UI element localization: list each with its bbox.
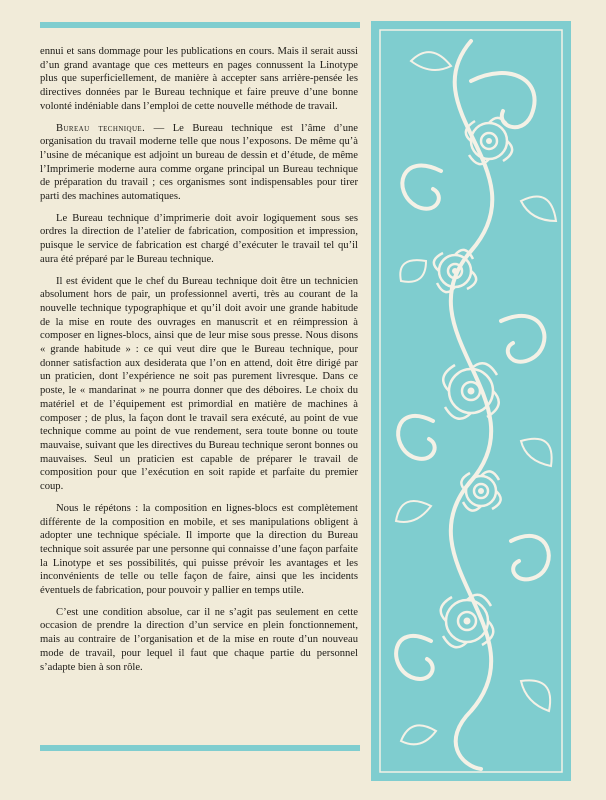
top-rule xyxy=(40,22,360,28)
section-heading: Bureau technique. xyxy=(56,122,146,134)
paragraph-6: C’est une condition absolue, car il ne s’agit pas seulement en cette occasion de prendre la direction d’un service en plein fonctionnement, mais au contraire de l’organisation et de la mise en route d’un nouveau mode de travail, pour lequel il faut que chaque partie du personnel s’adapte bien à son rôle. xyxy=(40,606,358,673)
paragraph-5: Nous le répétons : la composition en lignes-blocs est complètement différente de la composition en mobile, et ses manipulations obligent à adopter une technique spéciale. Il importe que la direction du Bureau technique soit assurée par une personne qui connaisse d’une façon parfaite la Linotype et ses possibilités, qui puisse prévoir les avantages et les inconvénients de telle ou telle façon de faire, ainsi que les incidents éventuels de fabrication, pour pouvoir y pallier en temps utile. xyxy=(40,502,358,597)
paragraph-2 xyxy=(40,122,358,204)
paragraph-2-text: — Le Bureau technique est l’âme d’une organisation du travail moderne telle que nous l’exposons. De même qu’à l’usine de mécanique est adjoint un bureau de dessin et d’étude, de même l’Imprimerie moderne aura comme organe principal un Bureau technique de préparation du travail ; ces organismes sont indispensables pour tirer parti des machines automatiques. xyxy=(40,122,358,203)
paragraph-4: Il est évident que le chef du Bureau technique doit être un technicien absolument hors de pair, un professionnel averti, très au courant de la nouvelle technique typographique et qu’il doit avoir une grande habitude de la mise en route des ouvrages en manuscrit et en réimpression à composer en lignes-blocs, ainsi que de leur mise sous presse. Nous disons « grande habitude » : ce qui veut dire que le Bureau technique, pour donner satisfaction aux desiderata que l’on en attend, doit être dirigé par un praticien, dont l’expérience ne soit pas purement livresque. Dans ce poste, le « mandarinat » ne pourra donner que des déboires. Le choix du matériel et de l’équipement est primordial en matière de machines à composer ; de plus, la façon dont le travail sera exécuté, au point de vue technique comme au point de vue rendement, sera toute bonne ou toute mauvaise, suivant que les directives du Bureau technique seront bonnes ou mauvaises. Seul un praticien est capable de préparer le travail de composition pour que l’exécution en soit rapide et parfaite du premier coup. xyxy=(40,275,358,493)
bottom-rule xyxy=(40,745,360,751)
paragraph-1: ennui et sans dommage pour les publications en cours. Mais il serait aussi d’un grand avantage que ces metteurs en pages connussent la Linotype plus que superficiellement, de manière à accepter sans arrière-pensée les directives données par le Bureau technique et faire preuve d’une bonne volonté indéniable dans l’emploi de cette nouvelle méthode de travail. xyxy=(40,46,358,112)
body-text xyxy=(40,45,358,682)
paragraph-3: Le Bureau technique d’imprimerie doit avoir logiquement sous ses ordres la direction de l’atelier de fabrication, composition et impression, puisque le service de fabrication est chargé d’exécuter le travail tel qu’il aura été préparé par le Bureau technique. xyxy=(40,212,358,265)
floral-scroll-border-icon xyxy=(371,21,571,781)
